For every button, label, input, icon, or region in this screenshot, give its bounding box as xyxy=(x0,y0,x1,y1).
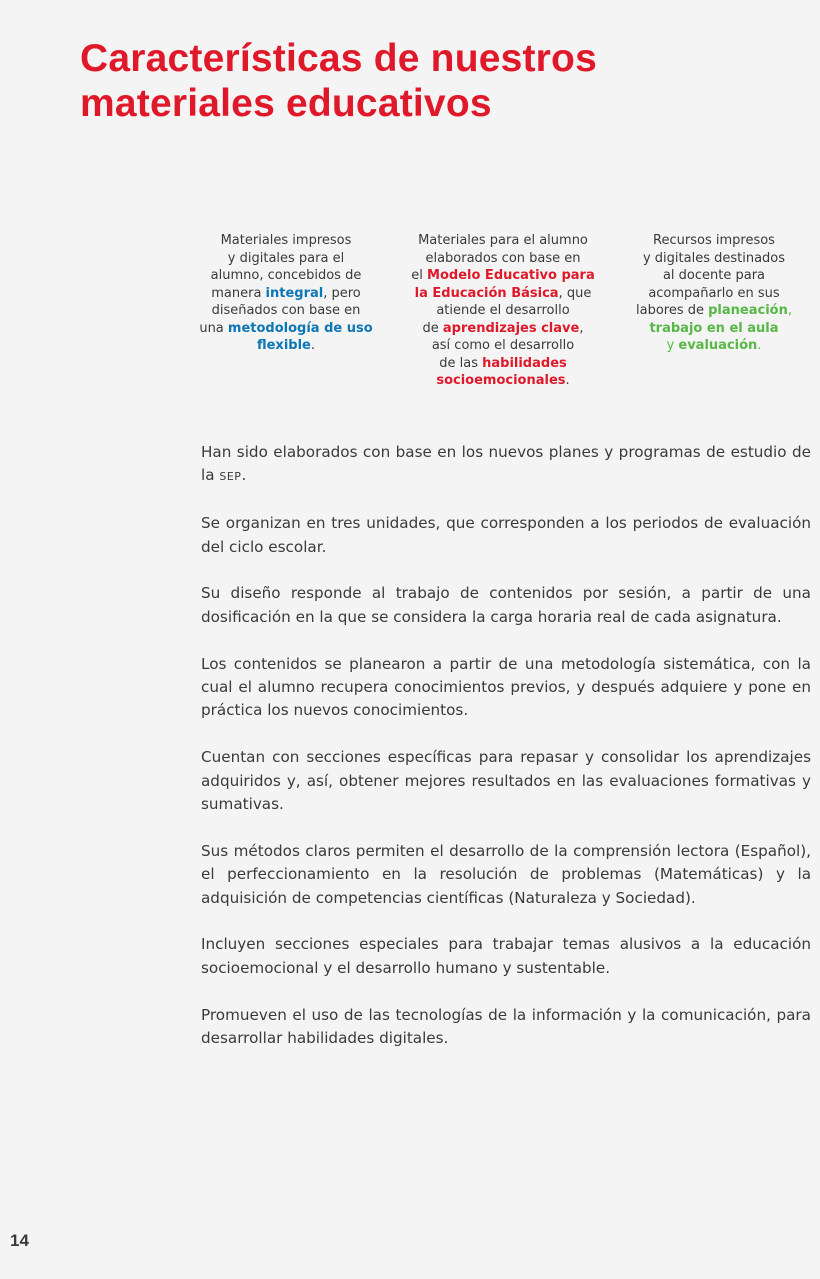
paragraph-5: Cuentan con secciones específicas para repasar y consolidar los aprendizajes adquiridos y, así, obtener mejores resultados en las evaluaciones formativas y sumativas. xyxy=(201,748,811,814)
highlight-planeacion: planeación xyxy=(708,303,788,318)
feature-column-teacher-resources: Recursos impresos y digitales destinados al docente para acompañarlo en sus labores de planeación, trabajo en el aula y evaluación. xyxy=(635,233,792,353)
highlight-evaluacion: evaluación xyxy=(678,338,758,353)
paragraph-1: Han sido elaborados con base en los nuevos planes y programas de estudio de la SEP. xyxy=(201,443,811,485)
highlight-trabajo-aula: trabajo en el aula xyxy=(649,320,779,336)
body-text xyxy=(201,441,811,1074)
title-line-2: materiales educativos xyxy=(80,82,492,125)
highlight-integral: integral xyxy=(265,285,324,301)
title-line-1: Características de nuestros xyxy=(80,37,597,80)
highlight-habilidades: habilidades socioemocionales xyxy=(436,355,567,388)
sep-abbreviation: SEP xyxy=(219,470,242,484)
page-number: 14 xyxy=(10,1231,29,1250)
paragraph-2: Se organizan en tres unidades, que corresponden a los periodos de evaluación del ciclo escolar. xyxy=(201,514,811,556)
paragraph-8: Promueven el uso de las tecnologías de la información y la comunicación, para desarrollar habilidades digitales. xyxy=(201,1005,811,1048)
highlight-aprendizajes-clave: aprendizajes clave xyxy=(442,320,580,336)
paragraph-7: Incluyen secciones especiales para trabajar temas alusivos a la educación socioemocional y el desarrollo humano y sustentable. xyxy=(201,935,811,977)
feature-column-educational-model: Materiales para el alumno elaborados con base en el Modelo Educativo para la Educación Básica, que atiende el desarrollo de aprendizajes clave, así como el desarrollo de las habilidades socioemocionales. xyxy=(411,233,595,388)
highlight-modelo-educativo: Modelo Educativo para la Educación Básica xyxy=(414,268,595,301)
paragraph-6: Sus métodos claros permiten el desarrollo de la comprensión lectora (Español), el perfeccionamiento en la resolución de problemas (Matemáticas) y la adquisición de competencias científicas (Naturaleza y Sociedad). xyxy=(201,841,811,907)
page-title xyxy=(80,36,720,126)
highlight-metodologia: metodología de uso flexible xyxy=(227,320,373,353)
feature-column-student-materials: Materiales impresos y digitales para el alumno, concebidos de manera integral, pero diseñados con base en una metodología de uso flexible. xyxy=(199,233,373,353)
paragraph-4: Los contenidos se planearon a partir de una metodología sistemática, con la cual el alumno recupera conocimientos previos, y después adquiere y pone en práctica los nuevos conocimientos. xyxy=(201,654,811,720)
paragraph-3: Su diseño responde al trabajo de contenidos por sesión, a partir de una dosificación en la que se considera la carga horaria real de cada asignatura. xyxy=(201,584,811,626)
